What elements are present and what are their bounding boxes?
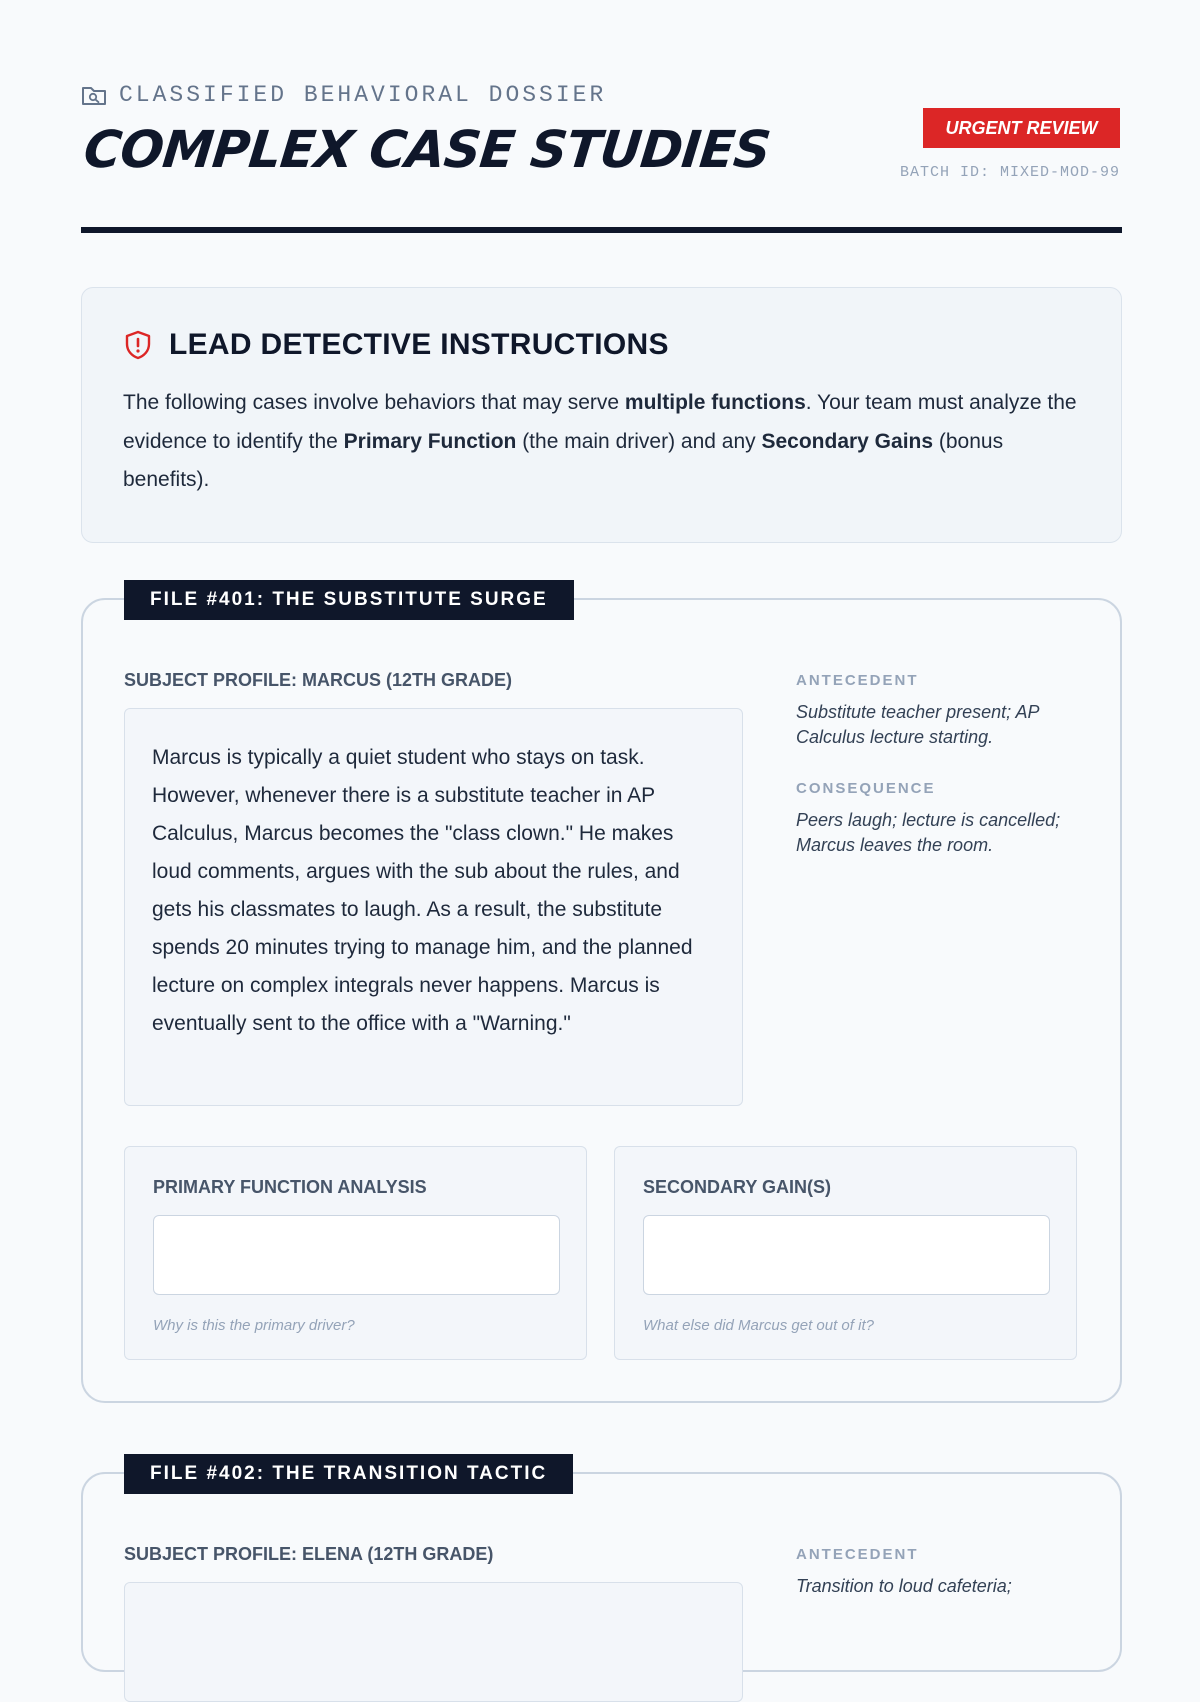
antecedent-text: Substitute teacher present; AP Calculus lecture starting. (796, 702, 1039, 747)
dossier-kicker: CLASSIFIED BEHAVIORAL DOSSIER (119, 82, 607, 108)
case-narrative: Marcus is typically a quiet student who stays on task. However, whenever there is a substitute teacher in AP Calculus, Marcus becomes the "class clown." He makes loud comments, argues with the sub about the rules, and gets his classmates to laugh. As a result, the substitute spends 20 minutes trying to manage him, and the planned lecture on complex integrals never happens. Marcus is eventually sent to the office with a "Warning." (124, 708, 743, 1106)
subject-profile: SUBJECT PROFILE: ELENA (12TH GRADE) (124, 1544, 494, 1564)
primary-function-hint: Why is this the primary driver? (153, 1317, 355, 1334)
secondary-gain-box (614, 1146, 1077, 1360)
page-title: COMPLEX CASE STUDIES (80, 121, 773, 180)
file-tab: FILE #401: THE SUBSTITUTE SURGE (124, 580, 574, 620)
antecedent-text: Transition to loud cafeteria; (796, 1576, 1012, 1596)
instructions-title: LEAD DETECTIVE INSTRUCTIONS (169, 328, 669, 361)
instructions-panel (81, 287, 1122, 543)
antecedent-label: ANTECEDENT (796, 1546, 919, 1563)
header-divider (81, 227, 1122, 233)
case-narrative (124, 1582, 743, 1702)
consequence-text: Peers laugh; lecture is cancelled; Marcus leaves the room. (796, 810, 1061, 855)
shield-alert-icon (123, 329, 153, 361)
instructions-text: The following cases involve behaviors that may serve multiple functions. Your team must analyze the evidence to identify the Primary Function (the main driver) and any Secondary Gains (bonus benefits). (123, 391, 1077, 491)
instructions-header (123, 328, 1080, 362)
urgent-review-badge: URGENT REVIEW (923, 108, 1120, 148)
primary-function-box (124, 1146, 587, 1360)
antecedent-label: ANTECEDENT (796, 672, 919, 689)
folder-search-icon (81, 83, 107, 107)
primary-function-input[interactable] (153, 1215, 560, 1295)
secondary-gain-label: SECONDARY GAIN(S) (643, 1177, 832, 1197)
file-tab: FILE #402: THE TRANSITION TACTIC (124, 1454, 573, 1494)
primary-function-label: PRIMARY FUNCTION ANALYSIS (153, 1177, 427, 1197)
consequence-label: CONSEQUENCE (796, 780, 936, 797)
secondary-gain-input[interactable] (643, 1215, 1050, 1295)
subject-profile: SUBJECT PROFILE: MARCUS (12TH GRADE) (124, 670, 513, 690)
secondary-gain-hint: What else did Marcus get out of it? (643, 1317, 874, 1334)
kicker-row (81, 82, 606, 108)
batch-id: BATCH ID: MIXED-MOD-99 (899, 164, 1120, 181)
